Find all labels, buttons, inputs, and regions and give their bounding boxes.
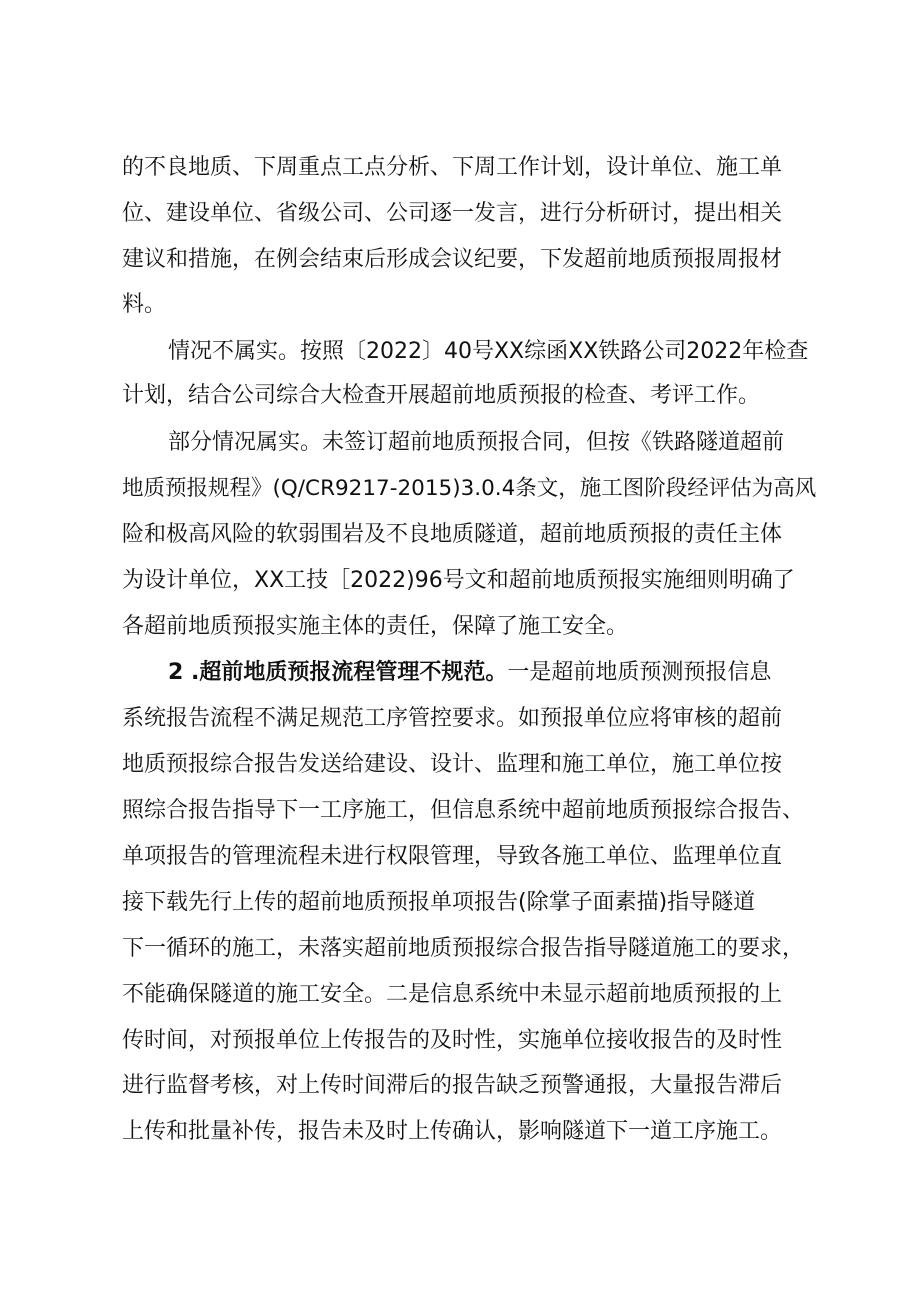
paragraph-3-line-2: 地质预报规程》(Q/CR9217-2015)3.0.4条文，施工图阶段经评估为高风 <box>122 476 817 501</box>
paragraph-4-line-6: 接下载先行上传的超前地质预报单项报告(除掌子面素描)指导隧道 <box>122 890 756 915</box>
paragraph-4-line-7: 下一循环的施工，未落实超前地质预报综合报告指导隧道施工的要求， <box>122 936 805 961</box>
paragraph-2-line-2: 计划，结合公司综合大检查开展超前地质预报的检查、考评工作。 <box>122 383 761 408</box>
paragraph-4-line-8: 不能确保隧道的施工安全。二是信息系统中未显示超前地质预报的上 <box>122 982 783 1007</box>
paragraph-4-line-2: 系统报告流程不满足规范工序管控要求。如预报单位应将审核的超前 <box>122 706 783 731</box>
paragraph-4-line-5: 单项报告的管理流程未进行权限管理，导致各施工单位、监理单位直 <box>122 844 783 869</box>
section-heading: 2 .超前地质预报流程管理不规范。 <box>168 660 508 685</box>
paragraph-4-line-11: 上传和批量补传，报告未及时上传确认，影响隧道下一道工序施工。 <box>122 1119 783 1144</box>
paragraph-4-line-10: 进行监督考核，对上传时间滞后的报告缺乏预警通报，大量报告滞后 <box>122 1073 783 1098</box>
paragraph-2-line-1: 情况不属实。按照〔2022〕40号XX综函XX铁路公司2022年检查 <box>168 339 809 364</box>
paragraph-1-line-1: 的不良地质、下周重点工点分析、下周工作计划，设计单位、施工单 <box>122 155 783 180</box>
paragraph-1-line-2: 位、建设单位、省级公司、公司逐一发言，进行分析研讨，提出相关 <box>122 201 783 226</box>
paragraph-3-line-4: 为设计单位，XX工技［2022)96号文和超前地质预报实施细则明确了 <box>122 568 795 593</box>
paragraph-4-line-4: 照综合报告指导下一工序施工，但信息系统中超前地质预报综合报告、 <box>122 798 805 823</box>
paragraph-4-line-3: 地质预报综合报告发送给建设、设计、监理和施工单位，施工单位按 <box>122 752 783 777</box>
paragraph-3-line-3: 险和极高风险的软弱围岩及不良地质隧道，超前地质预报的责任主体 <box>122 522 783 547</box>
paragraph-3-line-1: 部分情况属实。未签订超前地质预报合同，但按《铁路隧道超前 <box>168 430 785 455</box>
paragraph-4-line-9: 传时间，对预报单位上传报告的及时性，实施单位接收报告的及时性 <box>122 1028 783 1053</box>
paragraph-3-line-5: 各超前地质预报实施主体的责任，保障了施工安全。 <box>122 614 629 639</box>
paragraph-4-line-1-rest: 一是超前地质预测预报信息 <box>507 660 772 685</box>
paragraph-4-line-1 <box>168 653 822 693</box>
paragraph-1-line-3: 建议和措施，在例会结束后形成会议纪要，下发超前地质预报周报材 <box>122 247 783 272</box>
paragraph-1-line-4: 料。 <box>122 292 167 317</box>
